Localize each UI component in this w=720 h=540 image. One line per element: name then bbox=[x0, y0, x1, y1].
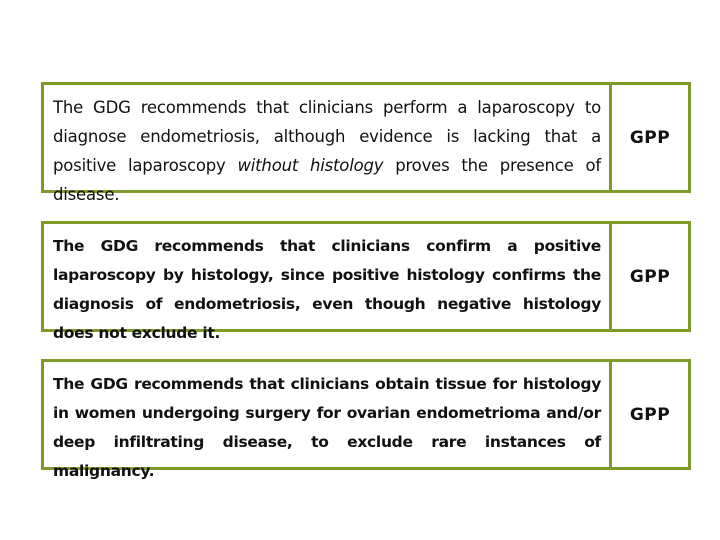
grade-label-3: GPP bbox=[629, 404, 671, 425]
recommendation-box-3 bbox=[41, 359, 691, 480]
recommendation-text-2: The GDG recommends that clinicians confirm a positive laparoscopy by histology, since positive histology confirms the diagnosis of endometriosis, even though negative histology does not exclude it. bbox=[44, 224, 612, 329]
recommendation-box-1 bbox=[41, 82, 691, 204]
recommendation-text-1-start: The GDG recommends that clinicians perform a laparoscopy to diagnose endometriosis, although evidence is lacking that a positive laparoscopy bbox=[53, 98, 601, 175]
recommendation-text-3: The GDG recommends that clinicians obtain tissue for histology in women undergoing surgery for ovarian endometrioma and/or deep infiltrating disease, to exclude rare instances of malignancy. bbox=[44, 362, 612, 467]
recommendation-text-1-end: proves the presence of disease. bbox=[53, 156, 601, 204]
recommendation-box-2 bbox=[41, 221, 691, 342]
grade-label-2: GPP bbox=[629, 266, 671, 287]
recommendation-text-1 bbox=[44, 85, 612, 204]
recommendation-text-1-italic: without histology bbox=[237, 156, 384, 175]
grade-label-1: GPP bbox=[629, 127, 671, 148]
